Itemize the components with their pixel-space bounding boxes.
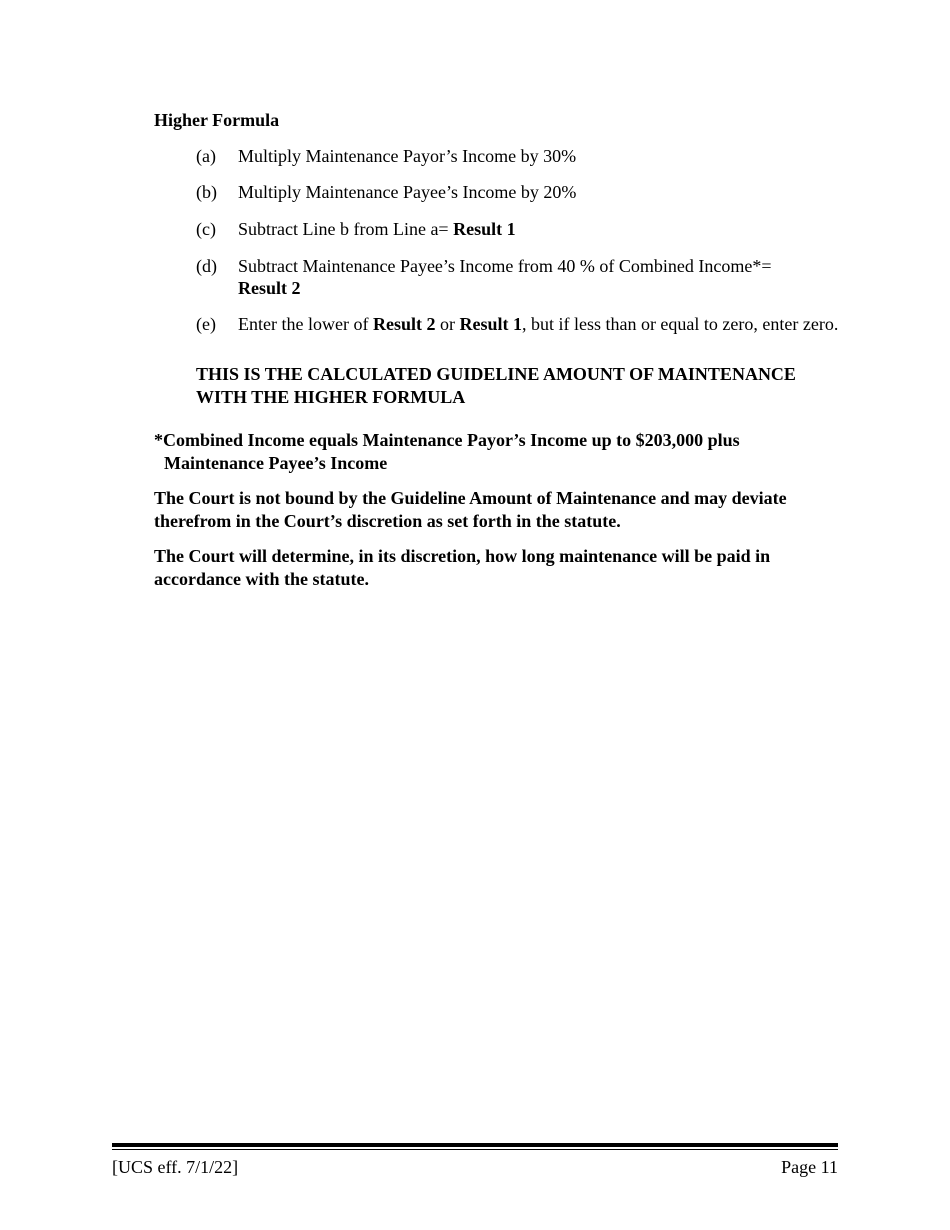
item-letter: (d) [196, 256, 217, 276]
item-letter: (b) [196, 182, 217, 202]
guideline-emphasis [196, 363, 836, 409]
item-letter: (c) [196, 219, 216, 239]
item-text: Subtract Maintenance Payee’s Income from 40 % of Combined Income*= [238, 256, 772, 276]
item-letter: (a) [196, 146, 216, 166]
court-paragraph: The Court is not bound by the Guideline Amount of Maintenance and may deviate therefrom in the Court’s discretion as set forth in the statute. [154, 488, 787, 531]
footer-revision: [UCS eff. 7/1/22] [112, 1157, 239, 1177]
court-paragraph: The Court will determine, in its discretion, how long maintenance will be paid in accordance with the statute. [154, 546, 771, 589]
item-text-tail: , but if less than or equal to zero, enter zero. [521, 314, 839, 334]
result-label: Result 1 [453, 219, 516, 239]
note-line: Maintenance Payee’s Income [164, 453, 388, 473]
item-text: Multiply Maintenance Payor’s Income by 30% [238, 146, 577, 166]
emphasis-line: WITH THE HIGHER FORMULA [196, 387, 466, 407]
page-number: Page 11 [781, 1157, 838, 1177]
note-line: *Combined Income equals Maintenance Payor’s Income up to $203,000 plus [154, 430, 740, 450]
item-text: Enter the lower of [238, 314, 373, 334]
item-text: Subtract Line b from Line a= [238, 219, 454, 239]
item-text: Multiply Maintenance Payee’s Income by 20% [238, 182, 577, 202]
result-label: Result 2 [372, 314, 436, 334]
section-heading: Higher Formula [154, 110, 280, 130]
item-text-mid: or [435, 314, 460, 334]
footer-rule [112, 1143, 838, 1147]
item-letter: (e) [196, 314, 216, 334]
result-label: Result 1 [459, 314, 522, 334]
item-text-wrap [238, 313, 888, 335]
item-text-wrap [238, 255, 848, 299]
footer-rule [112, 1149, 838, 1150]
emphasis-line: THIS IS THE CALCULATED GUIDELINE AMOUNT OF MAINTENANCE [196, 364, 796, 384]
combined-income-note [154, 429, 834, 475]
result-label: Result 2 [238, 278, 301, 298]
item-text-wrap [238, 218, 848, 240]
